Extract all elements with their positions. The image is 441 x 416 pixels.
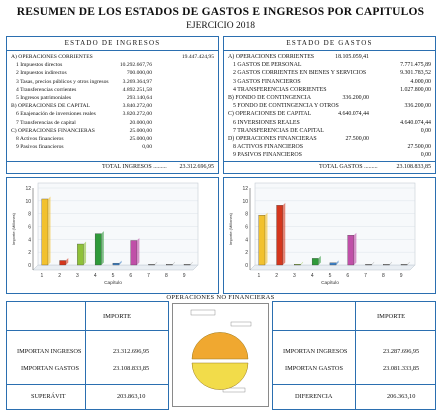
gastos-chart-x-axis-label: Capítulo: [321, 281, 339, 286]
ingresos-row-label: 8 Activos financieros: [16, 135, 64, 142]
ingresos-row: [11, 86, 214, 94]
ingresos-row-value: 293.140,64: [126, 94, 152, 101]
gastos-chart-y-tick-label: 8: [245, 211, 248, 218]
table-divider: [355, 302, 356, 409]
ingresos-chart-bar: [113, 263, 119, 265]
gastos-chart-floor: [250, 265, 415, 270]
right-table-header: IMPORTE: [377, 313, 406, 320]
gastos-chart-x-tick-label: 8: [381, 273, 385, 279]
gastos-panel: [223, 36, 436, 174]
ingresos-chart-bar: [184, 264, 190, 265]
gastos-row-value: 18.105.059,41: [335, 54, 369, 60]
ingresos-row-label: B) OPERACIONES DE CAPITAL: [11, 103, 90, 110]
ingresos-chart-y-tick-label: 8: [28, 211, 31, 218]
gastos-chart-x-tick-label: 5: [328, 273, 332, 279]
ingresos-chart-x-tick-label: 8: [164, 273, 168, 279]
right-row-label: IMPORTAN INGRESOS: [283, 348, 348, 355]
gastos-row-total: 0,00: [420, 127, 431, 134]
gastos-chart-bar: [383, 264, 389, 265]
gastos-row-total: 9.301.783,52: [400, 70, 431, 77]
gastos-chart-bar-side: [354, 233, 357, 265]
ingresos-row: [11, 102, 214, 110]
gastos-chart-bar-side: [283, 203, 286, 265]
gastos-row-label: 8 ACTIVOS FINANCIEROS: [233, 144, 304, 151]
ingresos-chart-bar: [60, 261, 66, 265]
gastos-chart-bar: [365, 264, 371, 265]
gastos-chart-bar: [401, 264, 407, 265]
ingresos-total-label: TOTAL INGRESOS .........: [102, 164, 167, 170]
ingresos-chart-x-axis-label: Capítulo: [104, 281, 122, 286]
ingresos-row: [11, 69, 214, 77]
ingresos-row: [11, 119, 214, 127]
right-row-label: IMPORTAN GASTOS: [285, 365, 343, 372]
ingresos-row-label: C) OPERACIONES FINANCIERAS: [11, 127, 95, 134]
gastos-heading: ESTADO DE GASTOS: [224, 37, 435, 51]
ingresos-gastos-pie-chart: [173, 304, 268, 406]
gastos-row-label: B) FONDO DE CONTINGENCIA: [228, 94, 311, 101]
no-financieras-title: OPERACIONES NO FINANCIERAS: [166, 294, 275, 301]
pie-slice: [192, 363, 248, 390]
page-title: RESUMEN DE LOS ESTADOS DE GASTOS E INGRESOS POR CAPITULOS: [16, 6, 425, 18]
ingresos-row-value: 10.292.667,76: [119, 62, 152, 69]
ingresos-row: [11, 61, 214, 69]
ingresos-chart-y-tick-label: 0: [28, 263, 31, 269]
pie-chart-panel: [172, 303, 269, 407]
ingresos-row: [11, 94, 214, 102]
ingresos-chart-y-tick-label: 2: [28, 250, 31, 257]
gastos-chart-bar: [277, 205, 283, 265]
ingresos-row-label: 3 Tasas, precios públicos y otros ingresos: [16, 78, 109, 85]
ingresos-row-label: 1 Impuestos directos: [16, 62, 63, 69]
gastos-row-label: 7 TRANSFERENCIAS DE CAPITAL: [233, 127, 324, 134]
ingresos-row-value: 3.840.272,00: [122, 103, 152, 110]
gastos-chart-x-tick-label: 3: [293, 273, 296, 279]
ingresos-panel: [6, 36, 219, 174]
gastos-row-label: 5 FONDO DE CONTINGENCIA Y OTROS: [233, 103, 339, 110]
gastos-total-row: [224, 161, 435, 173]
gastos-row-label: 6 INVERSIONES REALES: [233, 119, 300, 126]
ingresos-total-row: [7, 161, 218, 173]
right-row-label: DIFERENCIA: [295, 393, 333, 400]
ingresos-row-value: 4.892.251,58: [122, 86, 152, 93]
pie-callout-box: [231, 322, 251, 326]
gastos-row-value: 336.200,00: [342, 94, 369, 101]
right-row-value: 23.287.696,95: [383, 348, 420, 355]
gastos-total-value: 23.108.833,85: [396, 164, 431, 170]
gastos-chart-x-tick-label: 7: [364, 273, 367, 279]
ingresos-row-value: 700.000,00: [126, 70, 152, 77]
ingresos-heading: ESTADO DE INGRESOS: [7, 37, 218, 51]
ingresos-chart-y-tick-label: 12: [25, 186, 31, 192]
gastos-row: [228, 102, 431, 110]
ingresos-row: [11, 135, 214, 143]
ingresos-row-label: 4 Transferencias corrientes: [16, 86, 77, 93]
ingresos-chart-bar: [42, 199, 48, 265]
ingresos-chart-x-tick-label: 3: [76, 273, 79, 279]
ingresos-chart-bar-side: [84, 242, 87, 265]
no-financieras-right-table: [272, 301, 436, 410]
gastos-row: [228, 86, 431, 94]
ingresos-row-value: 3.820.272,00: [122, 111, 152, 118]
left-row-value: 203.863,10: [117, 393, 146, 400]
gastos-row: [228, 94, 431, 102]
ingresos-chart-bar-side: [137, 238, 140, 265]
gastos-chart-bar-side: [265, 213, 268, 265]
gastos-row-total: 1.027.800,00: [400, 86, 431, 93]
ingresos-row-value: 25.000,00: [129, 127, 152, 134]
gastos-row-label: D) OPERACIONES FINANCIERAS: [228, 135, 317, 142]
gastos-row-label: C) OPERACIONES DE CAPITAL: [228, 111, 312, 118]
gastos-row-total: 4.640.074,44: [400, 119, 431, 126]
table-divider: [273, 330, 435, 331]
page-subtitle: EJERCICIO 2018: [186, 21, 255, 31]
ingresos-chart-y-tick-label: 6: [28, 224, 31, 231]
gastos-chart-bar: [312, 258, 318, 265]
gastos-chart-y-tick-label: 0: [245, 263, 248, 269]
gastos-row: [228, 69, 431, 77]
ingresos-chart-bar: [77, 244, 83, 265]
gastos-chart-panel: [223, 177, 436, 294]
ingresos-row: [11, 127, 214, 135]
ingresos-row-value: 0,00: [142, 144, 152, 151]
gastos-row-label: 4 TRANSFERENCIAS CORRIENTES: [233, 86, 327, 93]
ingresos-chart-x-tick-label: 2: [58, 273, 62, 279]
ingresos-chart-y-tick-label: 10: [25, 198, 31, 205]
gastos-row-label: A) OPERACIONES CORRIENTES: [228, 54, 315, 60]
ingresos-row: [11, 78, 214, 86]
no-financieras-left-table: [6, 301, 169, 410]
gastos-chart-y-tick-label: 12: [242, 186, 248, 192]
gastos-row-label: 1 GASTOS DE PERSONAL: [233, 62, 302, 69]
gastos-chart-y-tick-label: 4: [245, 237, 248, 244]
ingresos-chart-y-tick-label: 4: [28, 237, 31, 244]
ingresos-chart-bar: [131, 240, 137, 265]
gastos-row: [228, 119, 431, 127]
ingresos-row-label: 5 Ingresos patrimoniales: [16, 94, 71, 101]
gastos-row: [228, 53, 431, 61]
gastos-row: [228, 78, 431, 86]
ingresos-chart-bar-side: [101, 231, 104, 265]
ingresos-row-value: 25.000,00: [129, 135, 152, 142]
ingresos-chart-y-axis-label: Importe (Millones): [11, 212, 16, 246]
gastos-row: [228, 127, 431, 135]
left-table-header: IMPORTE: [103, 313, 132, 320]
gastos-rows: [224, 51, 435, 159]
gastos-chart-bar: [294, 264, 300, 265]
table-divider: [85, 302, 86, 409]
gastos-bar-chart: [224, 178, 434, 292]
gastos-chart-y-tick-label: 10: [242, 198, 248, 205]
gastos-row-label: 9 PASIVOS FINANCIEROS: [233, 152, 302, 159]
table-divider: [273, 384, 435, 385]
gastos-chart-y-tick-label: 2: [245, 250, 248, 257]
ingresos-chart-panel: [6, 177, 219, 294]
gastos-total-label: TOTAL GASTOS .........: [319, 164, 378, 170]
gastos-row-label: 2 GASTOS CORRIENTES EN BIENES Y SERVICIOS: [233, 70, 367, 77]
left-row-label: SUPERÁVIT: [31, 393, 66, 400]
ingresos-row-label: 7 Transferencias de capital: [16, 119, 76, 126]
ingresos-row-value: 3.269.364,97: [122, 78, 152, 85]
ingresos-row-total: 19.447.424,95: [181, 54, 214, 60]
ingresos-row: [11, 110, 214, 118]
gastos-row: [228, 61, 431, 69]
ingresos-chart-x-tick-label: 1: [40, 273, 44, 279]
ingresos-chart-x-tick-label: 7: [147, 273, 150, 279]
ingresos-row: [11, 143, 214, 151]
ingresos-chart-bar: [95, 234, 101, 265]
table-divider: [7, 384, 168, 385]
left-row-value: 23.108.833,85: [113, 365, 150, 372]
left-row-value: 23.312.696,95: [113, 348, 150, 355]
gastos-row-total: 27.500,00: [407, 144, 431, 151]
gastos-chart-bar: [330, 263, 336, 265]
ingresos-chart-floor: [33, 265, 198, 270]
ingresos-total-value: 23.312.696,95: [179, 164, 214, 170]
gastos-chart-x-tick-label: 2: [275, 273, 279, 279]
gastos-chart-x-tick-label: 9: [399, 273, 403, 279]
ingresos-chart-bar: [148, 264, 154, 265]
ingresos-row-label: 2 Impuestos indirectos: [16, 70, 67, 77]
left-row-label: IMPORTAN INGRESOS: [17, 348, 82, 355]
gastos-row-total: 336.200,00: [404, 103, 431, 110]
gastos-row: [228, 151, 431, 159]
gastos-chart-x-tick-label: 4: [310, 273, 314, 279]
ingresos-row-label: A) OPERACIONES CORRIENTES: [11, 54, 93, 60]
ingresos-rows: [7, 51, 218, 151]
gastos-chart-bar: [259, 215, 265, 265]
ingresos-chart-x-tick-label: 9: [182, 273, 186, 279]
right-row-value: 23.081.333,85: [383, 365, 420, 372]
gastos-chart-y-axis-label: Importe (Millones): [228, 212, 233, 246]
gastos-chart-x-tick-label: 6: [346, 273, 350, 279]
gastos-row-value: 4.640.074,44: [338, 111, 369, 118]
ingresos-row: [11, 53, 214, 61]
gastos-row-total: 7.771.475,89: [400, 62, 431, 69]
ingresos-row-value: 20.000,00: [129, 119, 152, 126]
gastos-row-total: 4.000,00: [410, 78, 431, 85]
ingresos-row-label: 6 Enajenación de inversiones reales: [16, 111, 96, 118]
ingresos-bar-chart: [7, 178, 217, 292]
gastos-row-label: 3 GASTOS FINANCIEROS: [233, 78, 301, 85]
table-divider: [7, 330, 168, 331]
gastos-row: [228, 143, 431, 151]
left-row-label: IMPORTAN GASTOS: [21, 365, 79, 372]
gastos-chart-bar: [348, 235, 354, 265]
gastos-row-total: 0,00: [420, 152, 431, 159]
gastos-chart-y-tick-label: 6: [245, 224, 248, 231]
ingresos-row-label: 9 Pasivos financieros: [16, 144, 64, 151]
ingresos-chart-x-tick-label: 6: [129, 273, 133, 279]
right-row-value: 206.363,10: [387, 393, 416, 400]
ingresos-chart-x-tick-label: 4: [93, 273, 97, 279]
pie-legend-box: [191, 310, 215, 315]
ingresos-chart-x-tick-label: 5: [111, 273, 115, 279]
gastos-chart-x-tick-label: 1: [257, 273, 261, 279]
gastos-row-value: 27.500,00: [345, 135, 369, 142]
ingresos-chart-bar-side: [48, 196, 51, 265]
gastos-row: [228, 110, 431, 118]
ingresos-chart-bar: [166, 264, 172, 265]
ingresos-chart-back-wall: [38, 183, 198, 265]
pie-slice: [192, 332, 248, 359]
gastos-row: [228, 135, 431, 143]
